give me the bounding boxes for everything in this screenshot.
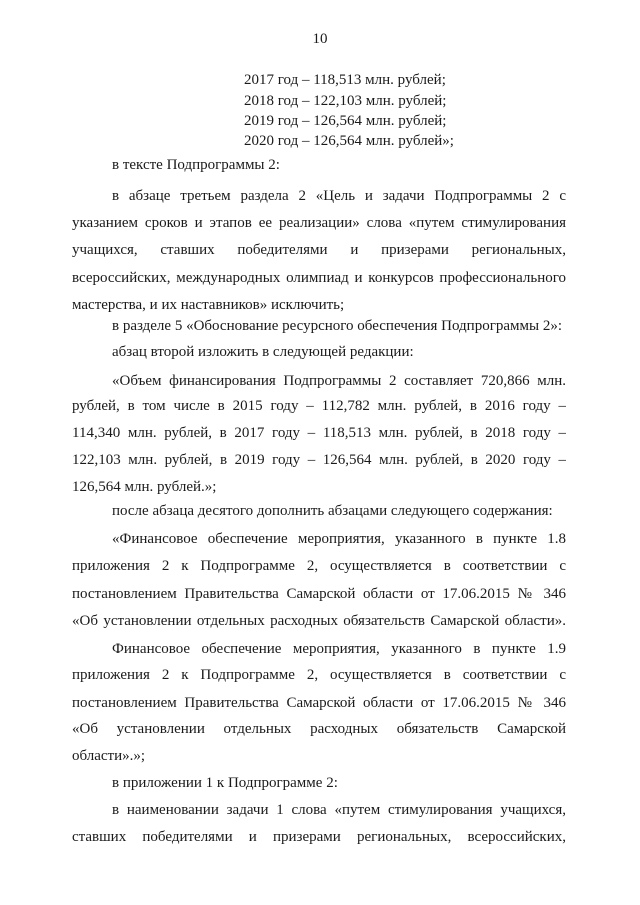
text-line: 126,564 млн. рублей.»; <box>72 479 217 495</box>
funding-year-line: 2020 год – 126,564 млн. рублей»; <box>244 133 454 149</box>
text-line: в наименовании задачи 1 слова «путем стимулирования учащихся, <box>112 802 566 818</box>
text-line: постановлением Правительства Самарской области от 17.06.2015 № 346 <box>72 695 566 711</box>
text-line: области».»; <box>72 748 146 764</box>
text-line: в приложении 1 к Подпрограмме 2: <box>112 775 338 791</box>
text-line: «Объем финансирования Подпрограммы 2 составляет 720,866 млн. <box>112 373 566 389</box>
text-line: 114,340 млн. рублей, в 2017 году – 118,513 млн. рублей, в 2018 году – <box>72 425 566 441</box>
text-line: всероссийских, международных олимпиад и конкурсов профессионального <box>72 270 566 286</box>
text-line: постановлением Правительства Самарской области от 17.06.2015 № 346 <box>72 586 566 602</box>
text-line: абзац второй изложить в следующей редакции: <box>112 344 414 360</box>
funding-year-line: 2018 год – 122,103 млн. рублей; <box>244 93 447 109</box>
text-line: указанием сроков и этапов ее реализации» слова «путем стимулирования <box>72 215 566 231</box>
page-number: 10 <box>312 31 328 47</box>
text-line: «Финансовое обеспечение мероприятия, указанного в пункте 1.8 <box>112 531 566 547</box>
text-line: учащихся, ставших победителями и призерами региональных, <box>72 242 566 258</box>
text-line: Финансовое обеспечение мероприятия, указанного в пункте 1.9 <box>112 641 566 657</box>
text-line: «Об установлении отдельных расходных обязательств Самарской области». <box>72 613 566 629</box>
text-line: мастерства, и их наставников» исключить; <box>72 297 345 313</box>
text-line: приложения 2 к Подпрограмме 2, осуществляется в соответствии с <box>72 558 566 574</box>
text-line: рублей, в том числе в 2015 году – 112,782 млн. рублей, в 2016 году – <box>72 398 566 414</box>
funding-year-line: 2019 год – 126,564 млн. рублей; <box>244 113 447 129</box>
text-line: в разделе 5 «Обоснование ресурсного обеспечения Подпрограммы 2»: <box>112 318 562 334</box>
text-line: в абзаце третьем раздела 2 «Цель и задачи Подпрограммы 2 с <box>112 188 566 204</box>
text-line: «Об установлении отдельных расходных обязательств Самарской <box>72 721 566 737</box>
funding-year-line: 2017 год – 118,513 млн. рублей; <box>244 72 446 88</box>
text-line: ставших победителями и призерами региональных, всероссийских, <box>72 829 566 845</box>
text-line: в тексте Подпрограммы 2: <box>112 157 280 173</box>
text-line: приложения 2 к Подпрограмме 2, осуществляется в соответствии с <box>72 667 566 683</box>
text-line: после абзаца десятого дополнить абзацами следующего содержания: <box>112 503 553 519</box>
text-line: 122,103 млн. рублей, в 2019 году – 126,564 млн. рублей, в 2020 году – <box>72 452 566 468</box>
